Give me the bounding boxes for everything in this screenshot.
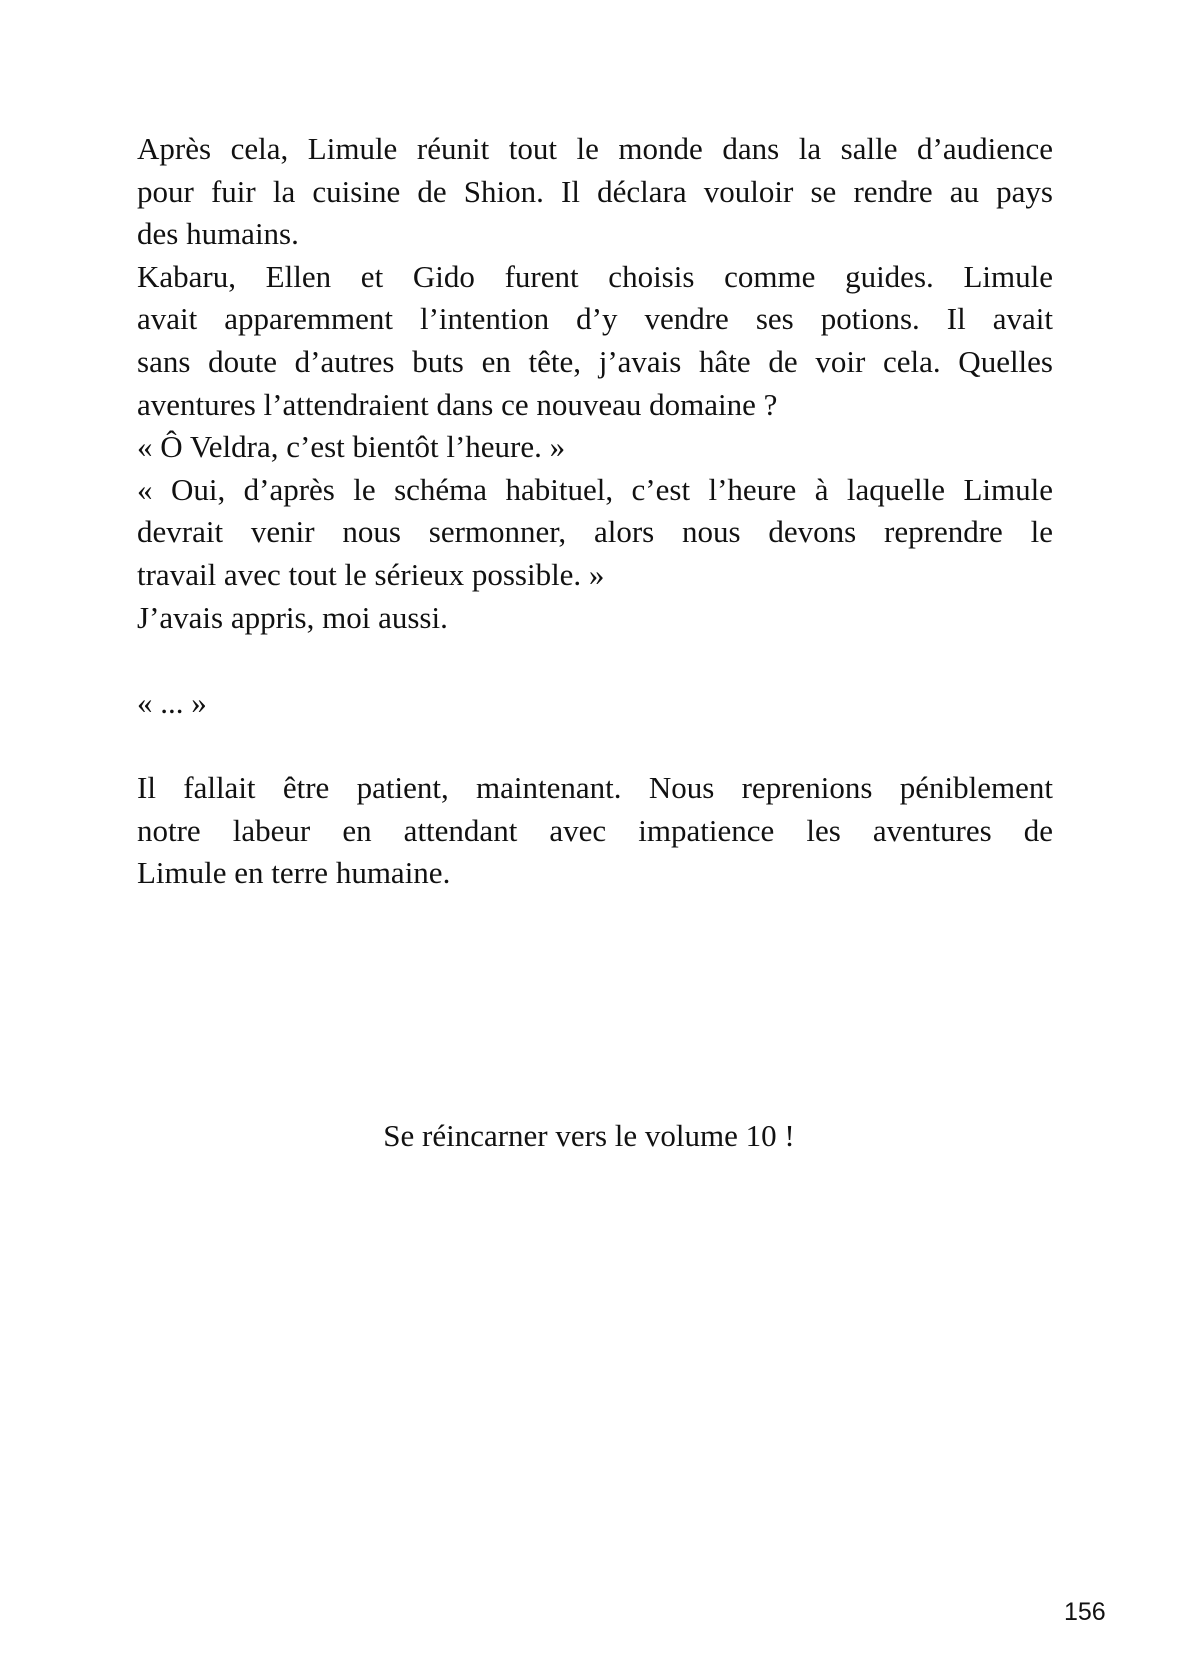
paragraph bbox=[137, 128, 1053, 256]
text-line: travail avec tout le sérieux possible. » bbox=[137, 556, 605, 592]
blank-line bbox=[137, 724, 1053, 767]
text-line: devrait venir nous sermonner, alors nous devons reprendre le bbox=[137, 514, 1053, 550]
closing-line: Se réincarner vers le volume 10 ! bbox=[383, 1118, 795, 1153]
paragraph bbox=[137, 256, 1053, 426]
text-line: avait apparemment l’intention d’y vendre ses potions. Il avait bbox=[137, 301, 1053, 337]
text-line: Après cela, Limule réunit tout le monde dans la salle d’audience bbox=[137, 131, 1053, 166]
text-line: pour fuir la cuisine de Shion. Il déclara vouloir se rendre au pays bbox=[137, 173, 1053, 209]
main-text bbox=[137, 128, 1053, 895]
text-line: Il fallait être patient, maintenant. Nous reprenions péniblement bbox=[137, 769, 1053, 805]
text-line: aventures l’attendraient dans ce nouveau domaine ? bbox=[137, 386, 778, 422]
final-paragraph bbox=[137, 767, 1053, 895]
text-line: des humains. bbox=[137, 216, 299, 252]
ellipsis-dialogue: « ... » bbox=[137, 684, 207, 720]
text-line: « Ô Veldra, c’est bientôt l’heure. » bbox=[137, 429, 566, 465]
text-line: « Oui, d’après le schéma habituel, c’est l’heure à laquelle Limule bbox=[137, 471, 1053, 507]
paragraph bbox=[137, 597, 1053, 640]
dialogue-paragraph bbox=[137, 469, 1053, 597]
text-line: Limule en terre humaine. bbox=[137, 855, 451, 891]
text-line: sans doute d’autres buts en tête, j’avais hâte de voir cela. Quelles bbox=[137, 343, 1053, 379]
text-line: notre labeur en attendant avec impatience les aventures de bbox=[137, 812, 1053, 848]
text-line: J’avais appris, moi aussi. bbox=[137, 599, 448, 635]
text-line: Kabaru, Ellen et Gido furent choisis comme guides. Limule bbox=[137, 258, 1053, 294]
dialogue-paragraph bbox=[137, 426, 1053, 469]
blank-line bbox=[137, 639, 1053, 682]
page-number: 156 bbox=[1064, 1598, 1106, 1626]
